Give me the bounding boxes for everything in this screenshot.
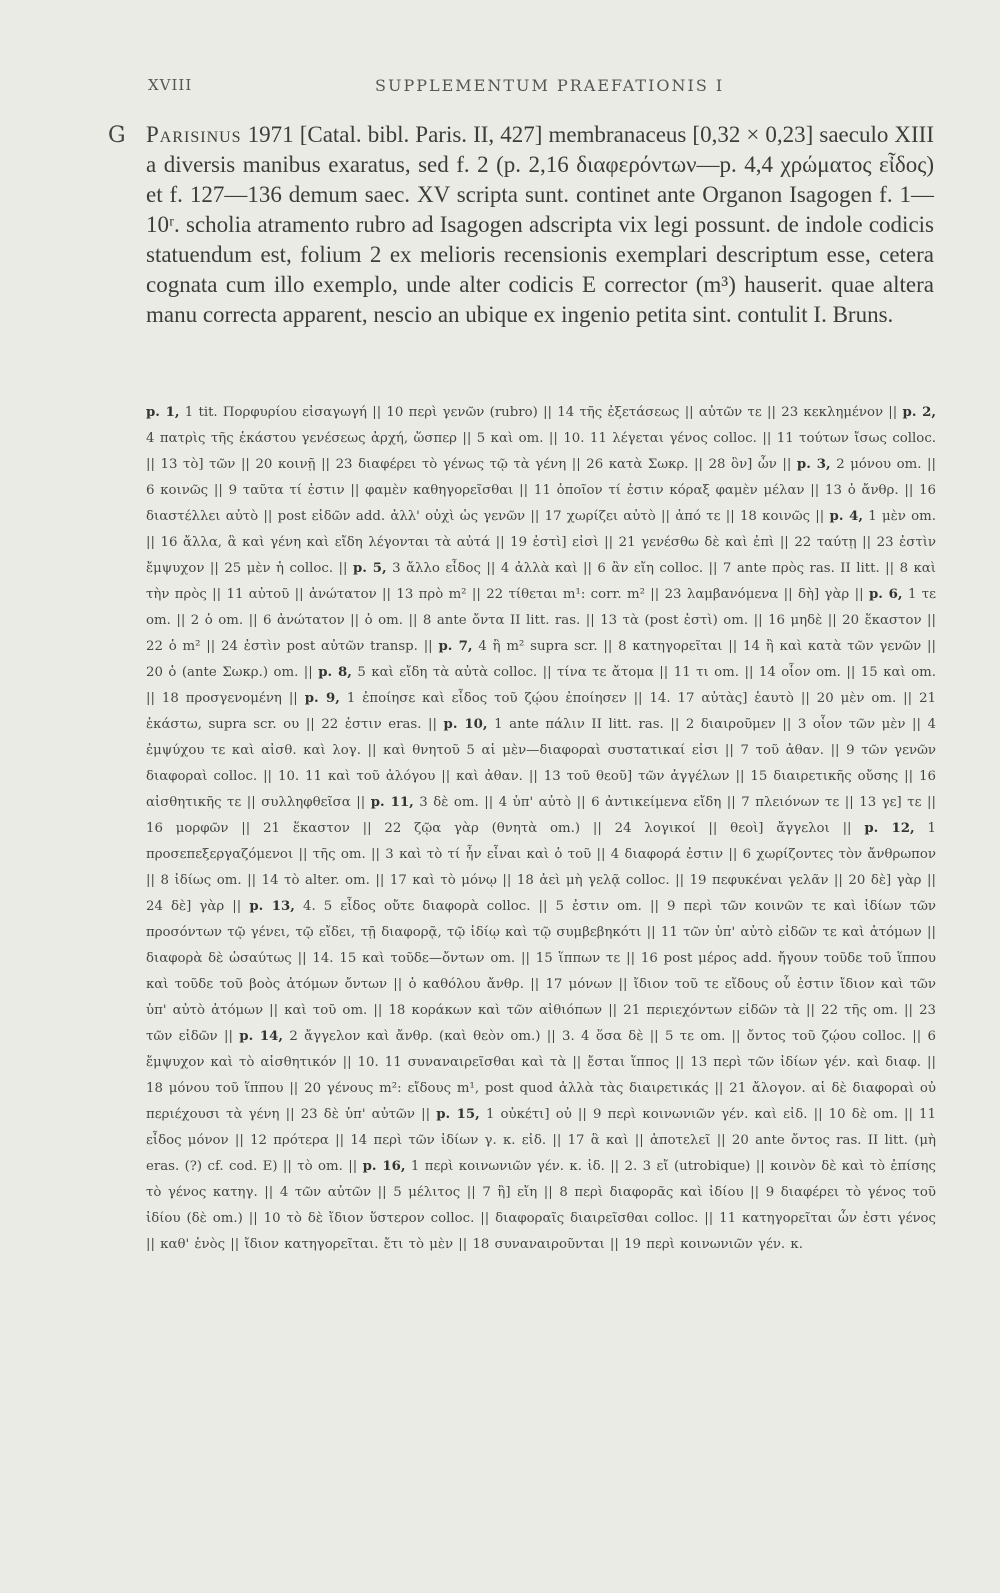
note-page-ref: p. 15, xyxy=(436,1107,480,1122)
page-number: XVIII xyxy=(148,76,193,94)
note-text: 1 περὶ κοινωνιῶν γέν. κ. ἰδ. || 2. 3 εἴ (utrobique) || κοινὸν δὲ καὶ τὸ ἐπίσης τὸ γένος κατηγ. || 4 τῶν αὐτῶν || 5 μέλιτος || 7 ἢ] εἴη || 8 περὶ διαφορᾶς καὶ ἰδίου || 9 διαφέρει τὸ γένος τοῦ ἰδίου (δὲ om.) || 10 τὸ δὲ ἴδιον ὕστερον colloc. || διαφοραῖς διαιρεῖσθαι colloc. || 11 κατηγορεῖται ὧν ἐστι γένος || καθ' ἑνὸς || ἴδιον κατηγορεῖται. ἔτι τὸ μὲν || 18 συναναιροῦνται || 19 περὶ κοινωνιῶν γέν. κ. xyxy=(146,1159,936,1252)
note-text: 4 ἢ m² supra scr. || 8 κατηγορεῖται || 14 ἢ καὶ κατὰ τῶν γενῶν || 20 ὁ (ante Σωκρ.) om. || xyxy=(146,639,937,680)
note-text: 1 tit. Πορφυρίου εἰσαγωγή || 10 περὶ γενῶν (rubro) || 14 τῆς ἐξετάσεως || αὐτῶν τε || 23 κεκλημένον || xyxy=(184,405,898,420)
note-page-ref: p. 10, xyxy=(443,717,488,732)
note-text: 1 οὐκέτι] οὐ || 9 περὶ κοινωνιῶν γέν. καὶ εἰδ. || 10 δὲ om. || 11 εἶδος μόνον || 12 πρότερα || 14 περὶ τῶν ἰδίων γ. κ. εἰδ. || 17 ἃ καὶ || ἀποτελεῖ || 20 ante ὄντος ras. II litt. (μὴ eras. (?) cf. cod. E) || τὸ om. || xyxy=(146,1107,936,1174)
note-page-ref: p. 2, xyxy=(902,405,937,420)
codex-siglum: G xyxy=(108,123,126,148)
note-text: 2 μόνου om. || 6 κοινῶς || 9 ταῦτα τί ἐστιν || φαμὲν καθηγορεῖσθαι || 11 ὁποῖον τί ἐστιν κόραξ φαμὲν μέλαν || 13 ὁ ἄνθρ. || 16 διαστέλλει αὐτὸ || post εἰδῶν add. ἀλλ' οὐχὶ ὡς γενῶν || 17 χωρίζει αὐτὸ || ἀπό τε || 18 κοινῶς || xyxy=(146,457,937,524)
note-text: 3 δὲ om. || 4 ὑπ' αὐτὸ || 6 ἀντικείμενα εἴδη || 7 πλειόνων τε || 13 γε] τε || 16 μορφῶν || 21 ἕκαστον || 22 ζῷα γὰρ (θνητὰ om.) || 24 λογικοί || θεοὶ] ἄγγελοι || xyxy=(146,795,936,836)
running-title: SUPPLEMENTUM PRAEFATIONIS I xyxy=(375,76,725,95)
codex-description xyxy=(146,120,934,330)
note-text: 3 ἄλλο εἶδος || 4 ἀλλὰ καὶ || 6 ἂν εἴη colloc. || 7 ante πρὸς ras. II litt. || 8 καὶ τὴν πρὸς || 11 αὐτοῦ || ἀνώτατον || 13 πρὸ m² || 22 τίθεται m¹: corr. m² || 23 λαμβανόμενα || δὴ] γὰρ || xyxy=(146,561,937,602)
note-text: 1 ante πάλιν II litt. ras. || 2 διαιροῦμεν || 3 οἷον τῶν μὲν || 4 ἐμψύχου τε καὶ αἰσθ. καὶ λογ. || καὶ θνητοῦ 5 αἱ μὲν—διαφοραὶ συστατικαί εἰσι || 7 τοῦ ἀθαν. || 9 τῶν γενῶν διαφοραὶ colloc. || 10. 11 καὶ τοῦ ἀλόγου || καὶ ἀθαν. || 13 τοῦ θεοῦ] τῶν ἀγγέλων || 15 διαιρετικῆς οὔσης || 16 αἰσθητικῆς τε || συλληφθεῖσα || xyxy=(146,717,936,810)
note-entry xyxy=(146,899,936,1044)
note-page-ref: p. 6, xyxy=(868,587,903,602)
note-text: 5 καὶ εἴδη τὰ αὐτὰ colloc. || τίνα τε ἄτομα || 11 τι om. || 14 οἷον om. || 15 καὶ om. || 18 προσγενομένη || xyxy=(146,665,937,706)
note-page-ref: p. 9, xyxy=(304,691,340,706)
note-page-ref: p. 1, xyxy=(146,405,180,420)
running-head xyxy=(0,76,1000,100)
note-text: 4. 5 εἶδος οὔτε διαφορὰ colloc. || 5 ἐστιν om. || 9 περὶ τῶν κοινῶν τε καὶ ἰδίων τῶν προσόντων τῷ γένει, τῷ εἴδει, τῇ διαφορᾷ, τῷ ἰδίῳ καὶ τῷ συμβεβηκότι || 11 τῶν ὑπ' αὐτὸ εἰδῶν τε καὶ ἀτόμων || διαφορὰ δὲ ὡσαύτως || 14. 15 καὶ τοῦδε—ὄντων om. || 15 ἵππων τε || 16 post μέρος add. ἤγουν τοῦδε τοῦ ἵππου καὶ τοῦδε τοῦ βοὸς ἀτόμων ὄντων || ὁ καθόλου ἄνθρ. || 17 μόνων || ἴδιον τοῦ τε εἴδους οὗ ἐστιν ἴδιον καὶ τῶν ὑπ' αὐτὸ ἀτόμων || καὶ τοῦ om. || 18 κοράκων καὶ τῶν αἰθιόπων || 21 περιεχόντων εἰδῶν τὰ || 22 τῆς om. || 23 τῶν εἰδῶν || xyxy=(146,899,936,1044)
note-text: 2 ἄγγελον καὶ ἄνθρ. (καὶ θεὸν om.) || 3. 4 ὅσα δὲ || 5 τε om. || ὄντος τοῦ ζῴου colloc. || 6 ἔμψυχον καὶ τὸ αἰσθητικόν || 10. 11 συναναιρεῖσθαι καὶ τὰ || ἔσται ἵππος || 13 περὶ τῶν ἰδίων γέν. καὶ διαφ. || 18 μόνου τοῦ ἵππου || 20 γένους m²: εἴδους m¹, post quod ἀλλὰ τὰς διαιρετικάς || 21 ἄλογον. αἱ δὲ διαφοραὶ οὐ περιέχουσι τὰ γένη || 23 δὲ ὑπ' αὐτῶν || xyxy=(146,1029,936,1122)
note-text: 1 τε om. || 2 ὁ om. || 6 ἀνώτατον || ὁ om. || 8 ante ὄντα II litt. ras. || 13 τὰ (post ἐστὶ) om. || 16 μηδὲ || 20 ἕκαστον || 22 ὁ m² || 24 ἐστὶν post αὐτῶν transp. || xyxy=(146,587,937,654)
codex-description-text: 1971 [Catal. bibl. Paris. II, 427] membranaceus [0,32 × 0,23] saeculo XIII a diversis manibus exaratus, sed f. 2 (p. 2,16 διαφερόντων—p. 4,4 χρώματος εἶδος) et f. 127—136 demum saec. XV scripta sunt. continet ante Organon Isagogen f. 1—10ʳ. scholia atramento rubro ad Isagogen adscripta vix legi possunt. de indole codicis statuendum est, folium 2 ex melioris recensionis exemplari descriptum esse, cetera cognata cum illo exemplo, unde alter codicis E corrector (m³) hauserit. quae altera manu correcta apparent, nescio an ubique ex ingenio petita sint. contulit I. Bruns. xyxy=(146,122,935,327)
note-text: 1 προσεπεξεργαζόμενοι || τῆς om. || 3 καὶ τὸ τί ἦν εἶναι καὶ ὁ τοῦ || 4 διαφορά ἐστιν || 6 χωρίζοντες τὸν ἄνθρωπον || 8 ἰδίως om. || 14 τὸ alter. om. || 17 καὶ τὸ μόνῳ || 18 ἀεὶ μὴ γελᾷ colloc. || 19 πεφυκέναι γελᾶν || 20 δὲ] γὰρ || 24 δὲ] γὰρ || xyxy=(146,821,936,914)
note-text: 4 πατρὶς τῆς ἑκάστου γενέσεως ἀρχή, ὥσπερ || 5 καὶ om. || 10. 11 λέγεται γένος colloc. || 11 τούτων ἴσως colloc. || 13 τὸ] τῶν || 20 κοινῇ || 23 διαφέρει τὸ γένως τῷ τὰ γένη || 26 κατὰ Σωκρ. || 28 ὃν] ὧν || xyxy=(146,431,936,472)
codex-name: Parisinus xyxy=(146,122,242,147)
note-text: 1 μὲν om. || 16 ἄλλα, ἃ καὶ γένη καὶ εἴδη λέγονται τὰ αὐτά || 19 ἐστὶ] εἰσὶ || 21 γενέσθω δὲ καὶ ἐπὶ || 22 ταύτῃ || 23 ἐστὶν ἔμψυχον || 25 μὲν ἡ colloc. || xyxy=(146,509,936,576)
note-page-ref: p. 13, xyxy=(249,899,295,914)
note-page-ref: p. 3, xyxy=(796,457,831,472)
note-entry xyxy=(146,405,897,420)
note-text: 1 ἐποίησε καὶ εἶδος τοῦ ζῴου ἐποίησεν || 14. 17 αὐτὰς] ἑαυτὸ || 20 μὲν om. || 21 ἑκάστω, supra scr. ου || 22 ἐστιν eras. || xyxy=(146,691,936,732)
critical-apparatus xyxy=(146,400,936,1258)
note-page-ref: p. 11, xyxy=(370,795,414,810)
note-page-ref: p. 5, xyxy=(353,561,387,576)
note-page-ref: p. 12, xyxy=(864,821,915,836)
note-page-ref: p. 14, xyxy=(239,1029,284,1044)
note-page-ref: p. 4, xyxy=(829,509,864,524)
note-page-ref: p. 16, xyxy=(362,1159,406,1174)
note-page-ref: p. 8, xyxy=(318,665,352,680)
note-page-ref: p. 7, xyxy=(438,639,473,654)
